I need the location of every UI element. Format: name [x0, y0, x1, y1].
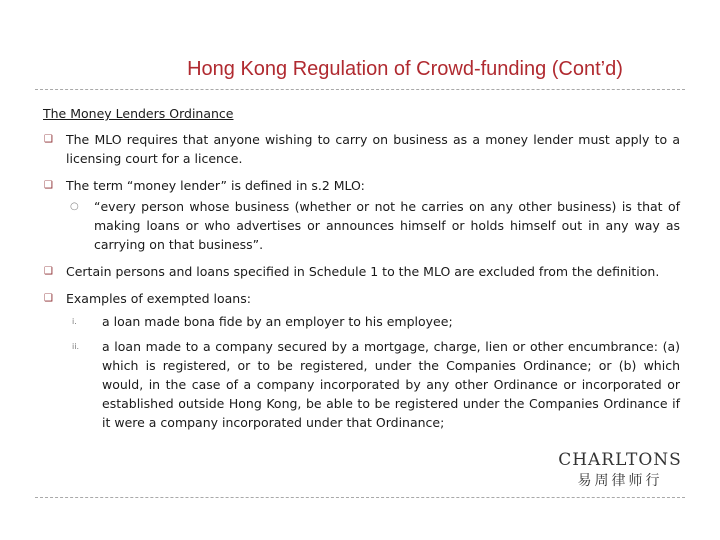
- bullet-text: Examples of exempted loans:: [66, 291, 251, 306]
- bullet-text: Certain persons and loans specified in Schedule 1 to the MLO are excluded from the definition.: [66, 264, 660, 279]
- charltons-logo: [556, 452, 684, 497]
- bullet-item: [44, 262, 680, 281]
- numbered-text: a loan made bona fide by an employer to his employee;: [102, 314, 453, 329]
- numbered-item: [44, 337, 680, 432]
- numbered-item: [44, 312, 680, 331]
- page-title: Hong Kong Regulation of Crowd-funding (Cont’d): [187, 58, 623, 80]
- bullet-icon: ❑: [44, 293, 53, 304]
- bullet-icon: ❑: [44, 266, 53, 277]
- circle-bullet-icon: ○: [70, 201, 79, 212]
- bottom-divider: [35, 497, 685, 498]
- sub-bullet-item: [44, 197, 680, 254]
- bullet-icon: ❑: [44, 180, 53, 191]
- bullet-item: [44, 289, 680, 308]
- logo-english: CHARLTONS: [558, 450, 682, 470]
- content-body: [44, 130, 680, 438]
- bullet-item: [44, 130, 680, 168]
- top-divider: [35, 89, 685, 90]
- bullet-icon: ❑: [44, 134, 53, 145]
- numbered-marker: ii.: [72, 342, 79, 351]
- logo-chinese: 易周律师行: [577, 473, 663, 489]
- section-heading: The Money Lenders Ordinance: [43, 106, 234, 121]
- numbered-marker: i.: [72, 317, 77, 326]
- sub-bullet-text: “every person whose business (whether or not he carries on any other business) is that of making loans or who advertises or announces himself or holds himself out in any way as carrying on that business”.: [94, 199, 680, 252]
- bullet-item: [44, 176, 680, 195]
- numbered-text: a loan made to a company secured by a mortgage, charge, lien or other encumbrance: (a) which is registered, or to be registered, under the Companies Ordinance; or (b) which would, in the case of a company incorporated by any other Ordinance or incorporated or established outside Hong Kong, be able to be registered under the Companies Ordinance if it were a company incorporated under that Ordinance;: [102, 339, 680, 430]
- bullet-text: The term “money lender” is defined in s.2 MLO:: [66, 178, 365, 193]
- bullet-text: The MLO requires that anyone wishing to carry on business as a money lender must apply to a licensing court for a licence.: [66, 132, 680, 166]
